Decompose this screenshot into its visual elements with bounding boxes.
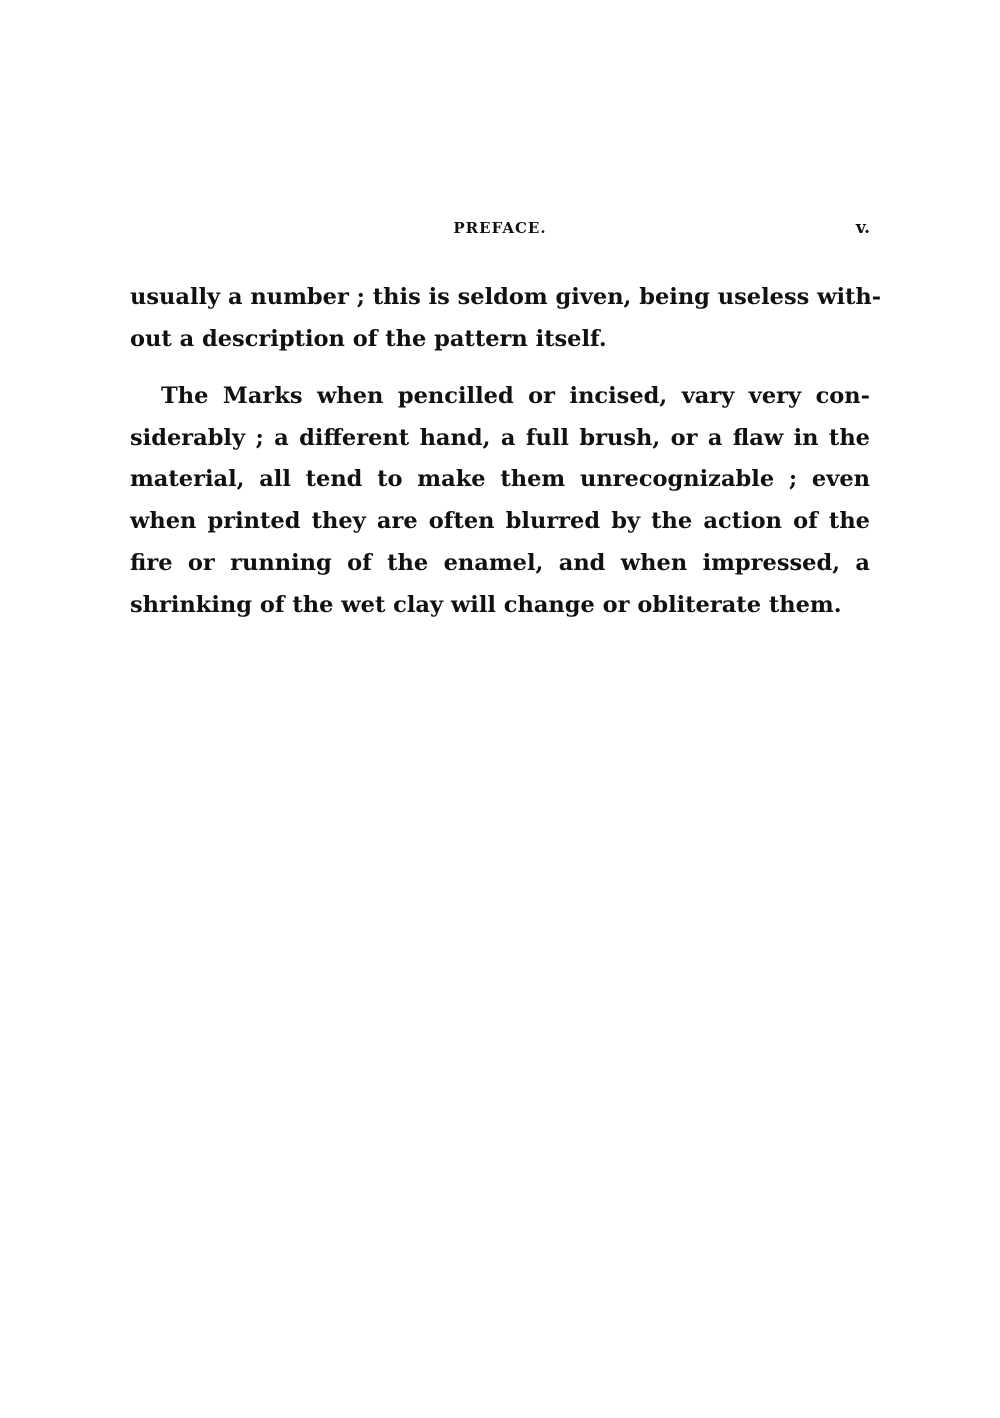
page-number: v.	[855, 218, 870, 238]
running-head	[130, 216, 870, 240]
text-line: usually a number ; this is seldom given, being useless with-	[130, 284, 882, 310]
text-line: fire or running of the enamel, and when impressed, a	[130, 550, 870, 576]
text-line: The Marks when pencilled or incised, vary very con-	[161, 383, 870, 409]
text-line: siderably ; a different hand, a full brush, or a flaw in the	[130, 425, 870, 451]
text-line: when printed they are often blurred by the action of the	[130, 508, 870, 534]
text-line: shrinking of the wet clay will change or obliterate them.	[130, 592, 842, 618]
text-line: out a description of the pattern itself.	[130, 326, 607, 352]
running-title: PREFACE.	[453, 219, 547, 237]
text-line: material, all tend to make them unrecognizable ; even	[130, 466, 870, 492]
